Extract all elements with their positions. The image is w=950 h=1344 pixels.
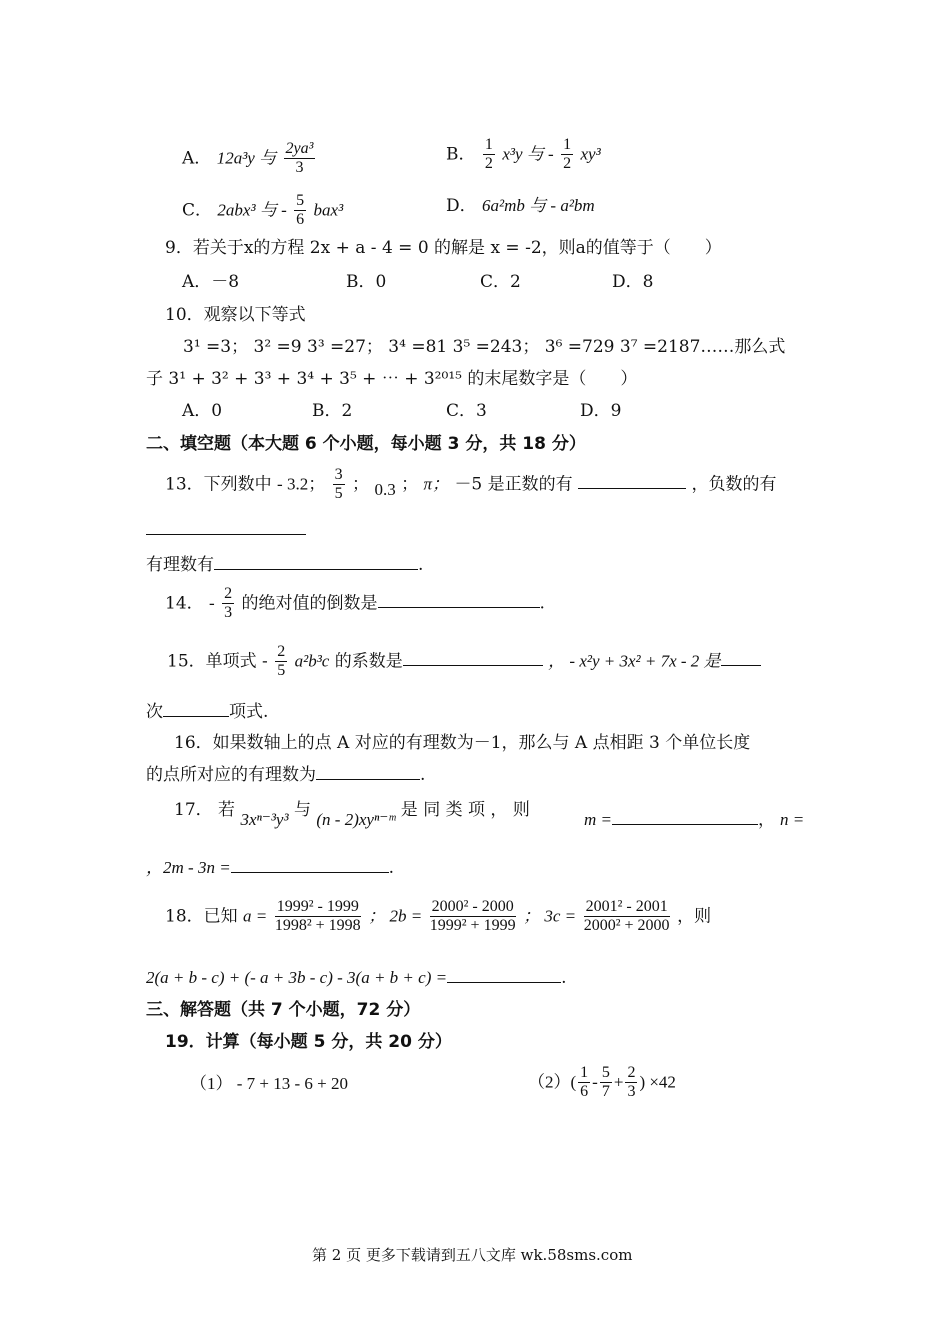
math-expr: m = [584, 810, 612, 829]
q14-text: 的绝对值的倒数是 [241, 593, 378, 614]
frac-num: 3 [333, 466, 345, 485]
option-label: D． [446, 196, 477, 216]
q17-text: 是 同 类 项 ， 则 [400, 800, 530, 820]
math-expr: ； 2b = [368, 906, 423, 926]
frac-num: 2 [222, 585, 234, 604]
separator: ； [401, 474, 419, 495]
answer-blank[interactable] [378, 593, 540, 608]
math-expr: ) ×42 [639, 1072, 676, 1092]
q10-stem: 10．观察以下等式 [165, 305, 306, 325]
fraction [600, 1064, 612, 1102]
answer-blank-terms[interactable] [163, 702, 229, 717]
q18-line2 [146, 968, 566, 988]
q17-n-answer [780, 810, 804, 830]
q19-title: 19．计算（每小题 5 分，共 20 分） [165, 1032, 452, 1052]
frac-num: 1 [483, 136, 495, 155]
decimal-value: 0.3 [374, 480, 396, 500]
pi-symbol: π； [423, 474, 450, 494]
operator: - [592, 1072, 598, 1092]
frac-den: 6 [296, 211, 305, 229]
math-expr: ； 3c = [523, 906, 577, 926]
math-expr: x³y 与 - [502, 144, 554, 164]
frac-den: 2 [563, 155, 572, 173]
separator: ； [352, 474, 370, 495]
math-expr: 2abx³ 与 - [217, 200, 287, 220]
math-expr: 12a³y 与 [216, 148, 277, 168]
fraction-a [275, 898, 361, 936]
frac-num: 2 [625, 1064, 637, 1083]
q10-option-b: B．2 [312, 401, 353, 421]
q9-stem: 9．若关于x的方程 2x + a - 4 = 0 的解是 x = -2，则a的值等于（ ） [165, 238, 722, 258]
math-expr: a²b³c [294, 651, 330, 671]
math-expr: 2(a + b - c) + (- a + 3b - c) - 3(a + b + c) = [146, 968, 448, 987]
math-expr: (n - 2)xyⁿ⁻ᵐ [316, 810, 396, 829]
q15-text: 次 [146, 702, 163, 722]
minus-sign: - [209, 593, 215, 613]
math-expr: 3xⁿ⁻³y³ [240, 810, 289, 829]
frac-den: 1999² + 1999 [429, 917, 516, 935]
frac-num: 1999² - 1999 [275, 898, 361, 917]
frac-den: 5 [334, 485, 343, 503]
fraction [294, 192, 306, 230]
q8-option-b [446, 136, 601, 174]
frac-num: 5 [600, 1064, 612, 1083]
q13-text: ，负数的有 [691, 474, 777, 495]
q13-line3 [146, 555, 423, 575]
q9-option-b: B．0 [346, 272, 387, 292]
frac-num: 2000² - 2000 [430, 898, 516, 917]
frac-den: 3 [224, 604, 233, 622]
q9-option-d: D．8 [612, 272, 654, 292]
period: . [561, 968, 567, 988]
fraction [483, 136, 495, 174]
period: . [388, 858, 395, 878]
q18-text: ，则 [677, 906, 712, 927]
q13-line1 [165, 466, 776, 504]
section-2-heading: 二、填空题（本大题 6 个小题，每小题 3 分，共 18 分） [146, 434, 586, 454]
answer-blank-negative[interactable] [146, 520, 306, 535]
q16-line1: 16．如果数轴上的点 A 对应的有理数为－1，那么与 A 点相距 3 个单位长度 [174, 733, 751, 753]
fraction [625, 1064, 637, 1102]
fraction [333, 466, 345, 504]
q8-option-d [446, 196, 595, 216]
math-expr: n = [780, 810, 805, 829]
q17-line1 [174, 800, 530, 829]
q16-text: 的点所对应的有理数为 [146, 765, 316, 785]
frac-num: 2 [275, 643, 287, 662]
math-expr: xy³ [580, 144, 601, 164]
q17-line2 [146, 858, 394, 878]
answer-blank-rational[interactable] [214, 555, 418, 570]
q15-line2 [146, 702, 268, 722]
answer-blank-expr[interactable] [231, 858, 389, 873]
q13-prefix: 13．下列数中 [165, 474, 272, 495]
q10-option-d: D．9 [580, 401, 622, 421]
option-label: A． [182, 148, 212, 169]
part-label: （2）( [528, 1072, 577, 1092]
frac-den: 6 [580, 1083, 589, 1101]
q17-text: 17． 若 [174, 800, 236, 820]
q15-text: 项式. [229, 702, 269, 722]
q9-option-c: C．2 [480, 272, 521, 292]
q13-text: －5 是正数的有 [454, 474, 573, 495]
answer-blank[interactable] [316, 765, 420, 780]
answer-blank-positive[interactable] [578, 474, 686, 489]
period: . [539, 593, 545, 614]
q15-text: 的系数是 [334, 651, 403, 672]
frac-num: 5 [294, 192, 306, 211]
q10-option-c: C．3 [446, 401, 487, 421]
q17-text: 与 [293, 800, 311, 820]
answer-blank[interactable] [447, 968, 561, 983]
frac-den: 2000² + 2000 [583, 917, 670, 935]
frac-den: 5 [277, 662, 286, 680]
fraction [222, 585, 234, 623]
q14-line [165, 585, 545, 623]
q15-prefix: 15．单项式 - [167, 651, 268, 672]
math-expr: 6a²mb 与 - a²bm [482, 196, 595, 215]
frac-den: 7 [601, 1083, 610, 1101]
frac-num: 1 [578, 1064, 590, 1083]
q8-option-a [182, 140, 317, 178]
number: - 3.2； [277, 474, 326, 494]
q10-sum: 子 3¹ + 3² + 3³ + 3⁴ + 3⁵ + ⋯ + 3²⁰¹⁵ 的末尾数字是（ ） [146, 369, 638, 389]
math-expr: ，2m - 3n = [146, 858, 231, 877]
frac-den: 2 [484, 155, 493, 173]
answer-blank-degree[interactable] [721, 651, 761, 666]
period: . [420, 765, 426, 785]
option-label: C． [182, 200, 213, 221]
q14-prefix: 14． [165, 593, 204, 614]
frac-den: 3 [627, 1083, 636, 1101]
fraction-b [430, 898, 516, 936]
frac-num: 2ya³ [284, 140, 316, 159]
section-3-heading: 三、解答题（共 7 个小题，72 分） [146, 1000, 421, 1020]
fraction-c [584, 898, 670, 936]
answer-blank-m[interactable] [612, 810, 758, 825]
page-footer: 第 2 页 更多下载请到五八文库 wk.58sms.com [312, 1246, 633, 1264]
repeating-decimal [374, 480, 395, 499]
frac-num: 2001² - 2001 [584, 898, 670, 917]
q10-powers: 3¹ =3； 3² =9 3³ =27； 3⁴ =81 3⁵ =243； 3⁶ =729 3⁷ =2187……那么式 [183, 337, 786, 357]
fraction [275, 643, 287, 681]
option-label: B． [446, 144, 476, 165]
math-expr: a = [243, 906, 268, 926]
q16-line2 [146, 765, 425, 785]
operator: + [613, 1072, 624, 1092]
answer-blank-coefficient[interactable] [403, 651, 543, 666]
fraction [284, 140, 316, 178]
frac-den: 1998² + 1998 [274, 917, 361, 935]
q10-option-a: A．0 [182, 401, 223, 421]
q17-m-answer [584, 810, 775, 830]
q18-text: 18．已知 [165, 906, 238, 927]
fraction [561, 136, 573, 174]
frac-den: 3 [295, 159, 304, 177]
math-expr: bax³ [313, 200, 344, 220]
q13-line2 [146, 520, 306, 540]
separator: ， [758, 810, 775, 830]
q18-line1 [165, 898, 711, 936]
q15-line1 [167, 643, 761, 681]
q13-text: 有理数有 [146, 555, 214, 575]
q19-part2 [528, 1064, 676, 1102]
frac-num: 1 [561, 136, 573, 155]
q9-option-a: A．－8 [182, 272, 240, 292]
q19-part1: （1） - 7 + 13 - 6 + 20 [190, 1074, 348, 1093]
math-expr: ， - x²y + 3x² + 7x - 2 是 [548, 651, 721, 671]
fraction [578, 1064, 590, 1102]
q8-option-c [182, 192, 343, 230]
period: . [418, 555, 424, 575]
